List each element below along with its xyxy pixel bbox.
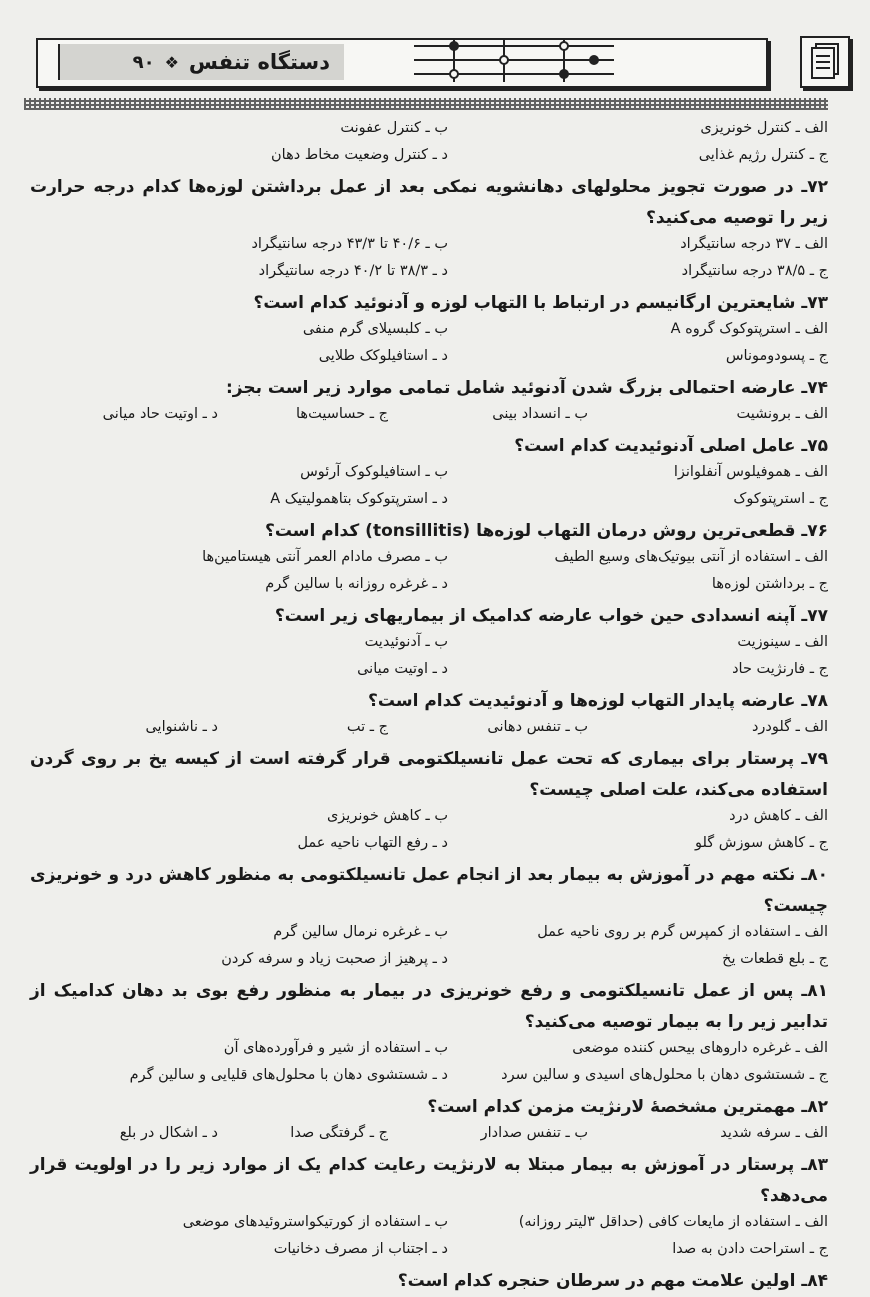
- option-b: د ـ غرغره روزانه با سالین گرم: [265, 576, 448, 592]
- option-a: ج ـ ۳۸/۵ درجه سانتیگراد: [681, 263, 828, 279]
- option-d: د ـ اشکال در بلع: [119, 1125, 218, 1141]
- option-a: ج ـ پسودوموناس: [725, 348, 828, 364]
- option-a: ج ـ کنترل رژیم غذایی: [698, 147, 828, 163]
- option-b: د ـ استافیلوکک طلایی: [318, 348, 448, 364]
- options-row: [30, 949, 828, 976]
- question-text: ۷۵ـ عامل اصلی آدنوئیدیت کدام است؟: [514, 436, 828, 456]
- option-b: د ـ ۳۸/۳ تا ۴۰/۲ درجه سانتیگراد: [258, 263, 448, 279]
- questions-list: [30, 118, 828, 1297]
- options-row: [30, 145, 828, 172]
- option-a: الف ـ کاهش درد: [729, 808, 828, 824]
- option-a: الف ـ غرغره داروهای بیحس کننده موضعی: [572, 1040, 828, 1056]
- header-divider: [24, 98, 828, 110]
- chapter-title: دستگاه تنفس: [188, 50, 330, 74]
- options-row: [30, 1065, 828, 1092]
- option-c: ج ـ گرفتگی صدا: [290, 1125, 388, 1141]
- page-number: ۹۰: [132, 51, 155, 73]
- question-text: ۷۷ـ آپنه انسدادی حین خواب عارضه کدامیک از بیماریهای زیر است؟: [274, 606, 828, 626]
- option-a: الف ـ ۳۷ درجه سانتیگراد: [680, 236, 828, 252]
- option-b: د ـ پرهیز از صحبت زیاد و سرفه کردن: [221, 951, 448, 967]
- options-row: [30, 319, 828, 346]
- question-text: ۸۳ـ پرستار در آموزش به بیمار مبتلا به لارنژیت رعایت کدام یک از موارد زیر را در اولویت قرار می‌دهد؟: [30, 1155, 828, 1206]
- option-a: الف ـ استفاده از آنتی بیوتیک‌های وسیع الطیف: [554, 549, 828, 565]
- options-row: [30, 632, 828, 659]
- option-b: ب ـ مصرف مادام العمر آنتی هیستامین‌ها: [202, 549, 448, 565]
- chapter-title-tab: [58, 44, 344, 80]
- options-row: [30, 717, 828, 744]
- option-b: ب ـ کلبسیلای گرم منفی: [302, 321, 448, 337]
- question-text: ۷۸ـ عارضه پایدار التهاب لوزه‌ها و آدنوئیدیت کدام است؟: [368, 691, 828, 711]
- question-text: ۷۳ـ شایعترین ارگانیسم در ارتباط با التهاب لوزه و آدنوئید کدام است؟: [253, 293, 828, 313]
- options-row: [30, 922, 828, 949]
- option-b: ب ـ غرغره نرمال سالین گرم: [273, 924, 448, 940]
- options-row: [30, 1038, 828, 1065]
- options-row: [30, 659, 828, 686]
- option-b: د ـ کنترل وضعیت مخاط دهان: [271, 147, 448, 163]
- option-b: ب ـ استفاده از کورتیکواستروئیدهای موضعی: [182, 1214, 448, 1230]
- option-a: الف ـ برونشیت: [736, 406, 828, 422]
- option-a: ج ـ استرپتوکوک: [733, 491, 828, 507]
- options-row: [30, 1212, 828, 1239]
- option-b: د ـ استرپتوکوک بتاهمولیتیک A: [270, 491, 448, 507]
- option-a: ج ـ برداشتن لوزه‌ها: [711, 576, 828, 592]
- option-a: الف ـ هموفیلوس آنفلوانزا: [673, 464, 828, 480]
- options-row: [30, 234, 828, 261]
- option-b: ب ـ تنفس صدادار: [480, 1125, 588, 1141]
- options-row: [30, 261, 828, 288]
- options-row: [30, 806, 828, 833]
- options-row: [30, 404, 828, 431]
- question-text: ۸۲ـ مهمترین مشخصهٔ لارنژیت مزمن کدام است؟: [427, 1097, 828, 1117]
- option-c: ج ـ حساسیت‌ها: [296, 406, 388, 422]
- option-b: ب ـ کنترل عفونت: [340, 120, 448, 136]
- option-b: ب ـ کاهش خونریزی: [326, 808, 448, 824]
- option-b: ب ـ ۴۰/۶ تا ۴۳/۳ درجه سانتیگراد: [251, 236, 448, 252]
- option-a: الف ـ استرپتوکوک گروه A: [670, 321, 828, 337]
- circuit-decoration-icon: [414, 32, 614, 84]
- question-text: ۸۴ـ اولین علامت مهم در سرطان حنجره کدام است؟: [397, 1271, 828, 1291]
- document-icon: [800, 36, 850, 88]
- options-row: [30, 833, 828, 860]
- option-d: د ـ ناشنوایی: [145, 719, 218, 735]
- question-text: ۷۲ـ در صورت تجویز محلولهای دهانشویه نمکی بعد از عمل برداشتن لوزه‌ها کدام درجه حرارت زیر را توصیه می‌کنید؟: [30, 177, 828, 228]
- page-header: [18, 30, 850, 92]
- option-b: د ـ اجتناب از مصرف دخانیات: [273, 1241, 448, 1257]
- option-a: الف ـ گلودرد: [751, 719, 828, 735]
- option-a: الف ـ سینوزیت: [737, 634, 828, 650]
- option-c: ج ـ تب: [346, 719, 388, 735]
- option-a: ج ـ بلع قطعات یخ: [722, 951, 828, 967]
- options-row: [30, 346, 828, 373]
- options-row: [30, 489, 828, 516]
- option-a: الف ـ سرفه شدید: [720, 1125, 828, 1141]
- option-a: الف ـ کنترل خونریزی: [700, 120, 828, 136]
- option-d: د ـ اوتیت حاد میانی: [102, 406, 218, 422]
- question-text: ۷۶ـ قطعی‌ترین روش درمان التهاب لوزه‌ها (tonsillitis) کدام است؟: [264, 521, 828, 541]
- option-a: ج ـ استراحت دادن به صدا: [672, 1241, 828, 1257]
- option-b: ب ـ انسداد بینی: [492, 406, 588, 422]
- question-text: ۷۴ـ عارضه احتمالی بزرگ شدن آدنوئید شامل تمامی موارد زیر است بجز:: [225, 378, 828, 398]
- diamond-icon: ❖: [164, 52, 179, 72]
- options-row: [30, 1123, 828, 1150]
- question-text: ۷۹ـ پرستار برای بیماری که تحت عمل تانسیلکتومی قرار گرفته است از کیسه یخ بر روی گردن استفاده می‌کند، علت اصلی چیست؟: [30, 749, 828, 800]
- options-row: [30, 462, 828, 489]
- option-b: د ـ شستشوی دهان با محلول‌های قلیایی و سالین گرم: [129, 1067, 448, 1083]
- option-b: د ـ اوتیت میانی: [357, 661, 448, 677]
- option-b: ب ـ آدنوئیدیت: [364, 634, 448, 650]
- option-a: الف ـ استفاده از کمپرس گرم بر روی ناحیه عمل: [537, 924, 828, 940]
- option-a: الف ـ استفاده از مایعات کافی (حداقل ۳لیتر روزانه): [518, 1214, 828, 1230]
- options-row: [30, 1239, 828, 1266]
- option-a: ج ـ شستشوی دهان با محلول‌های اسیدی و سالین سرد: [501, 1067, 828, 1083]
- options-row: [30, 574, 828, 601]
- option-a: ج ـ کاهش سوزش گلو: [694, 835, 828, 851]
- question-text: ۸۰ـ نکته مهم در آموزش به بیمار بعد از انجام عمل تانسیلکتومی به منظور کاهش درد و خونریزی چیست؟: [30, 865, 828, 916]
- options-row: [30, 547, 828, 574]
- options-row: [30, 118, 828, 145]
- option-b: ب ـ استافیلوکوک آرئوس: [300, 464, 448, 480]
- option-b: د ـ رفع التهاب ناحیه عمل: [297, 835, 448, 851]
- question-text: ۸۱ـ پس از عمل تانسیلکتومی و رفع خونریزی در بیمار به منظور رفع بوی بد دهان کدامیک از تدابیر زیر را به بیمار توصیه می‌کنید؟: [30, 981, 828, 1032]
- option-b: ب ـ استفاده از شیر و فرآورده‌های آن: [223, 1040, 448, 1056]
- option-b: ب ـ تنفس دهانی: [487, 719, 588, 735]
- option-a: ج ـ فارنژیت حاد: [732, 661, 828, 677]
